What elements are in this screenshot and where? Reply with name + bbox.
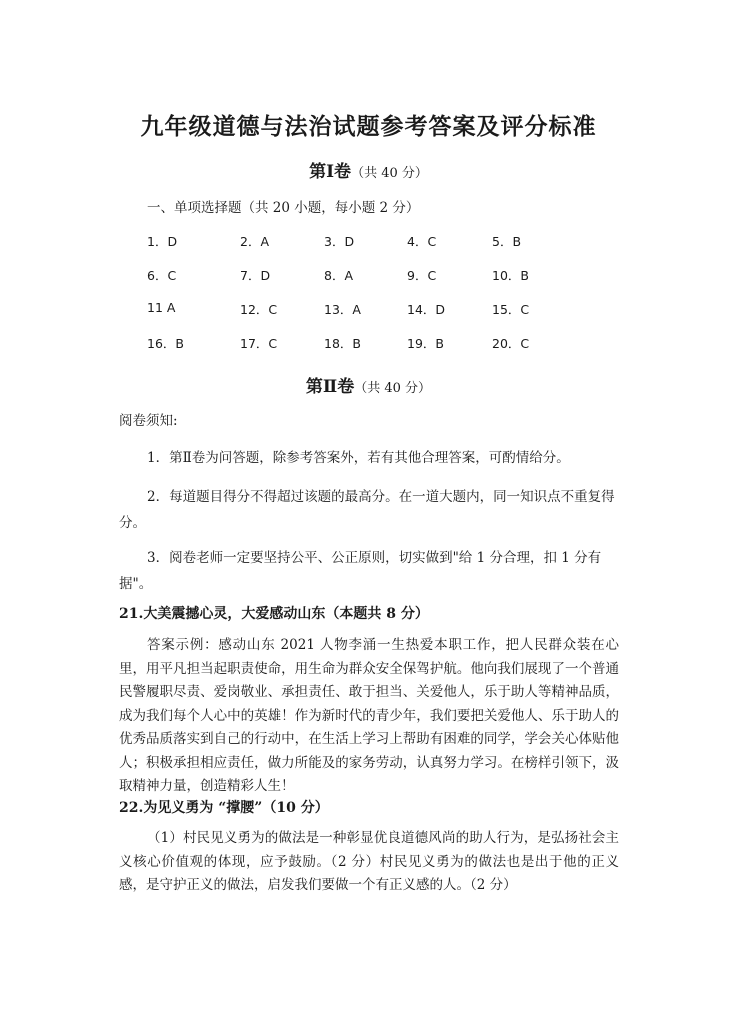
- answer-item: 5．B: [492, 234, 522, 249]
- notice-label: 阅卷须知:: [119, 413, 178, 429]
- answer-item: 16．B: [147, 336, 184, 351]
- answer-item: 9．C: [407, 268, 437, 283]
- answer-item: 15．C: [492, 302, 530, 317]
- volume-2-heading: [0, 372, 737, 397]
- question-21-answer: 答案示例：感动山东 2021 人物李涌一生热爱本职工作，把人民群众装在心里，用平凡担当起职责使命，用生命为群众安全保驾护航。他向我们展现了一个普通民警履职尽责、爱岗敬业、承担责任、敢于担当、关爱他人，乐于助人等精神品质，成为我们每个人心中的英雄！作为新时代的青少年，我们要把关爱他人、乐于助人的优秀品质落实到自己的行动中，在生活上学习上帮助有困难的同学，学会关心体贴他人；积极承担相应责任，做力所能及的家务劳动，认真努力学习。在榜样引领下，汲取精神力量，创造精彩人生！: [119, 637, 619, 794]
- volume-2-score: （共 40 分）: [354, 381, 432, 396]
- question-22-heading: 22.为见义勇为 “撑腰”（10 分）: [119, 800, 329, 816]
- answer-item: 1．D: [147, 234, 178, 249]
- answer-item: 2．A: [240, 234, 270, 249]
- answer-item: 7．D: [240, 268, 271, 283]
- answer-key-grid: [147, 232, 587, 368]
- volume-1-score: （共 40 分）: [351, 166, 428, 181]
- answer-row: [147, 232, 587, 266]
- answer-item: 19．B: [407, 336, 444, 351]
- answer-item: 8．A: [324, 268, 354, 283]
- question-22-answer: （1）村民见义勇为的做法是一种彰显优良道德风尚的助人行为，是弘扬社会主义核心价值观的体现，应予鼓励。（2 分）村民见义勇为的做法也是出于他的正义感，是守护正义的做法，启发我们要做一个有正义感的人。（2 分）: [119, 830, 619, 893]
- answer-item: 20．C: [492, 336, 530, 351]
- notice-item: 1．第Ⅱ卷为问答题，除参考答案外，若有其他合理答案，可酌情给分。: [147, 450, 570, 466]
- document-title: 九年级道德与法治试题参考答案及评分标准: [140, 114, 597, 140]
- answer-item: 4．C: [407, 234, 437, 249]
- question-21-heading: 21.大美震撼心灵，大爱感动山东（本题共 8 分）: [119, 606, 429, 622]
- answer-item: 6．C: [147, 268, 177, 283]
- answer-row: [147, 300, 587, 334]
- answer-item: 17．C: [240, 336, 278, 351]
- notice-item: 3．阅卷老师一定要坚持公平、公正原则，切实做到"给 1 分合理，扣 1 分有据"。: [119, 550, 602, 592]
- answer-row: [147, 266, 587, 300]
- answer-item: 3．D: [324, 234, 355, 249]
- volume-1-heading: [0, 157, 737, 182]
- notice-item: 2．每道题目得分不得超过该题的最高分。在一道大题内，同一知识点不重复得分。: [119, 489, 615, 531]
- section-1-label: 一、单项选择题（共 20 小题，每小题 2 分）: [147, 200, 420, 216]
- answer-item: 10．B: [492, 268, 529, 283]
- answer-item: 13．A: [324, 302, 361, 317]
- answer-item: 18．B: [324, 336, 361, 351]
- answer-item: 11 A: [147, 300, 176, 315]
- answer-item: 14．D: [407, 302, 446, 317]
- volume-2-title: 第Ⅱ卷: [305, 377, 355, 397]
- volume-1-title: 第Ⅰ卷: [309, 162, 352, 182]
- answer-item: 12．C: [240, 302, 278, 317]
- answer-row: [147, 334, 587, 368]
